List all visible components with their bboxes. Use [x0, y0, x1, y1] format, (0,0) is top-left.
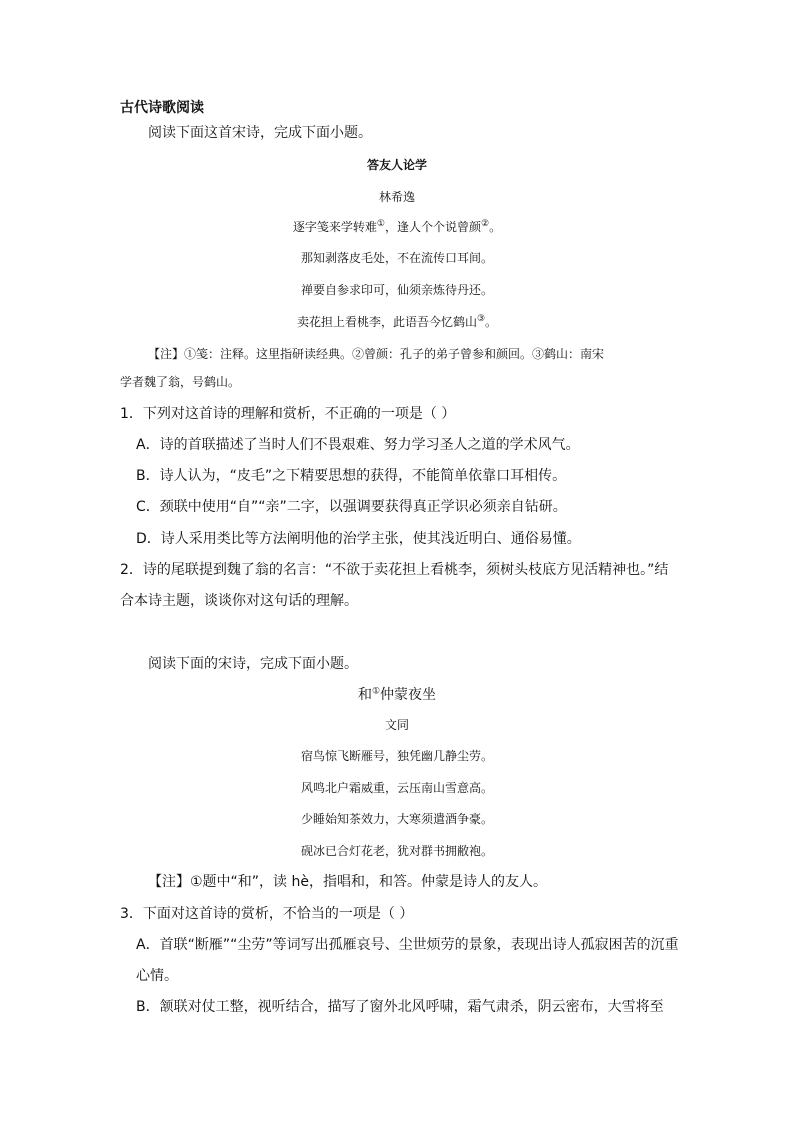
poem1-title: 答友人论学 — [366, 158, 427, 172]
poem2-title: 和①仲蒙夜坐 — [357, 686, 437, 703]
question-1-option-b: B．诗人认为，“皮毛”之下精要思想的获得，不能简单依靠口耳相传。 — [136, 468, 567, 484]
question-3-stem: 3．下面对这首诗的赏析，不恰当的一项是（ ） — [120, 906, 414, 922]
poem2-note: 【注】①题中“和”，读 hè，指唱和，和答。仲蒙是诗人的友人。 — [148, 874, 547, 890]
poem2-line-1: 宿鸟惊飞断雁号，独凭幽几静尘劳。 — [300, 749, 493, 763]
question-1-option-a: A．诗的首联描述了当时人们不畏艰难、努力学习圣人之道的学术风气。 — [136, 437, 580, 453]
poem2-line-3: 少睡始知茶效力，大寒须遣酒争豪。 — [300, 812, 493, 826]
poem1-line-2: 那知剥落皮毛处，不在流传口耳间。 — [300, 251, 493, 265]
question-3-option-b-line-1: B．颔联对仗工整，视听结合，描写了窗外北风呼啸，霜气肃杀，阴云密布，大雪将至 — [136, 999, 664, 1015]
poem1-line-1: 逐字笺来学转难①，逢人个个说曾颜②。 — [292, 219, 502, 234]
question-2-line-1: 2．诗的尾联提到魏了翁的名言：“不欲于卖花担上看桃李，须树头枝底方见活精神也。”结 — [120, 562, 669, 578]
poem1-note-line-2: 学者魏了翁，号鹤山。 — [120, 375, 241, 389]
poem1-line-3: 禅要自参求印可，仙须亲炼待丹还。 — [300, 283, 493, 297]
question-3-option-a-line-2: 心情。 — [136, 968, 178, 984]
poem1-line-4: 卖花担上看桃李，此语吾今忆鹤山③。 — [296, 314, 498, 329]
question-2-line-2: 合本诗主题，谈谈你对这句话的理解。 — [120, 593, 358, 609]
question-3-option-a-line-1: A．首联“断雁”“尘劳”等词写出孤雁哀号、尘世烦劳的景象，表现出诗人孤寂困苦的沉重 — [136, 937, 679, 953]
poem2-author: 文同 — [384, 718, 409, 732]
question-1-stem: 1．下列对这首诗的理解和赏析，不正确的一项是（ ） — [120, 406, 456, 422]
section-title: 古代诗歌阅读 — [120, 100, 204, 116]
question-1-option-d: D．诗人采用类比等方法阐明他的治学主张，使其浅近明白、通俗易懂。 — [136, 531, 581, 547]
poem1-note-line-1: 【注】①笺：注释。这里指研读经典。②曾颜：孔子的弟子曾参和颜回。③鹤山：南宋 — [148, 347, 605, 361]
question-1-option-c: C．颈联中使用“自”“亲”二字，以强调要获得真正学识必须亲自钻研。 — [136, 499, 567, 515]
poem1-author: 林希逸 — [378, 190, 415, 204]
poem2-line-4: 砚冰已合灯花老，犹对群书拥敝袍。 — [300, 844, 493, 858]
poem2-line-2: 风鸣北户霜威重，云压南山雪意高。 — [300, 781, 493, 795]
passage1-intro: 阅读下面这首宋诗，完成下面小题。 — [148, 125, 372, 141]
passage2-intro: 阅读下面的宋诗，完成下面小题。 — [148, 656, 358, 672]
